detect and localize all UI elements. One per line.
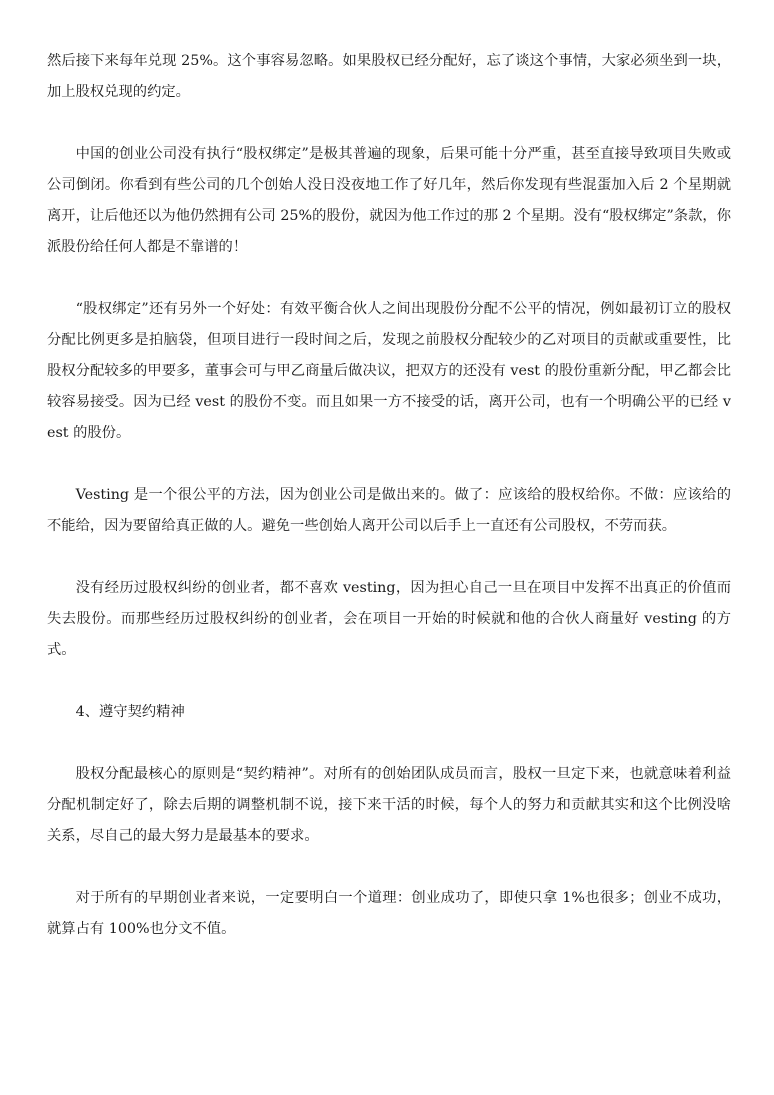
paragraph-equity-binding-benefit: “股权绑定”还有另外一个好处：有效平衡合伙人之间出现股份分配不公平的情况，例如最初订立的股权分配比例更多是拍脑袋，但项目进行一段时间之后，发现之前股权分配较少的乙对项目的贡献或重要性，比股权分配较多的甲要多，董事会可与甲乙商量后做决议，把双方的还没有 vest 的股份重新分配，甲乙都会比较容易接受。因为已经 vest 的股份不变。而且如果一方不接受的话，离开公司，也有一个明确公平的已经 vest 的股份。: [47, 301, 731, 441]
document-body: [47, 46, 731, 976]
paragraph-vesting-schedule: 然后接下来每年兑现 25%。这个事容易忽略。如果股权已经分配好，忘了谈这个事情，大家必须坐到一块，加上股权兑现的约定。: [47, 53, 731, 100]
paragraph-equity-binding-china: 中国的创业公司没有执行“股权绑定”是极其普遍的现象，后果可能十分严重，甚至直接导致项目失败或公司倒闭。你看到有些公司的几个创始人没日没夜地工作了好几年，然后你发现有些混蛋加入后 2 个星期就离开，让后他还以为他仍然拥有公司 25%的股份，就因为他工作过的那 2 个星期。没有“股权绑定”条款，你派股份给任何人都是不靠谱的！: [47, 146, 731, 255]
section-heading: 4、遵守契约精神: [75, 704, 185, 720]
paragraph-vesting-fairness: Vesting 是一个很公平的方法，因为创业公司是做出来的。做了：应该给的股权给你。不做：应该给的不能给，因为要留给真正做的人。避免一些创始人离开公司以后手上一直还有公司股权，不劳而获。: [47, 487, 731, 534]
paragraph-contract-spirit: 股权分配最核心的原则是“契约精神”。对所有的创始团队成员而言，股权一旦定下来，也就意味着利益分配机制定好了，除去后期的调整机制不说，接下来干活的时候，每个人的努力和贡献其实和这个比例没啥关系，尽自己的最大努力是最基本的要求。: [47, 766, 731, 844]
paragraph-early-founders: 对于所有的早期创业者来说，一定要明白一个道理：创业成功了，即使只拿 1%也很多；创业不成功，就算占有 100%也分文不值。: [47, 890, 731, 937]
paragraph-equity-disputes: 没有经历过股权纠纷的创业者，都不喜欢 vesting，因为担心自己一旦在项目中发挥不出真正的价值而失去股份。而那些经历过股权纠纷的创业者，会在项目一开始的时候就和他的合伙人商量好 vesting 的方式。: [47, 580, 731, 658]
